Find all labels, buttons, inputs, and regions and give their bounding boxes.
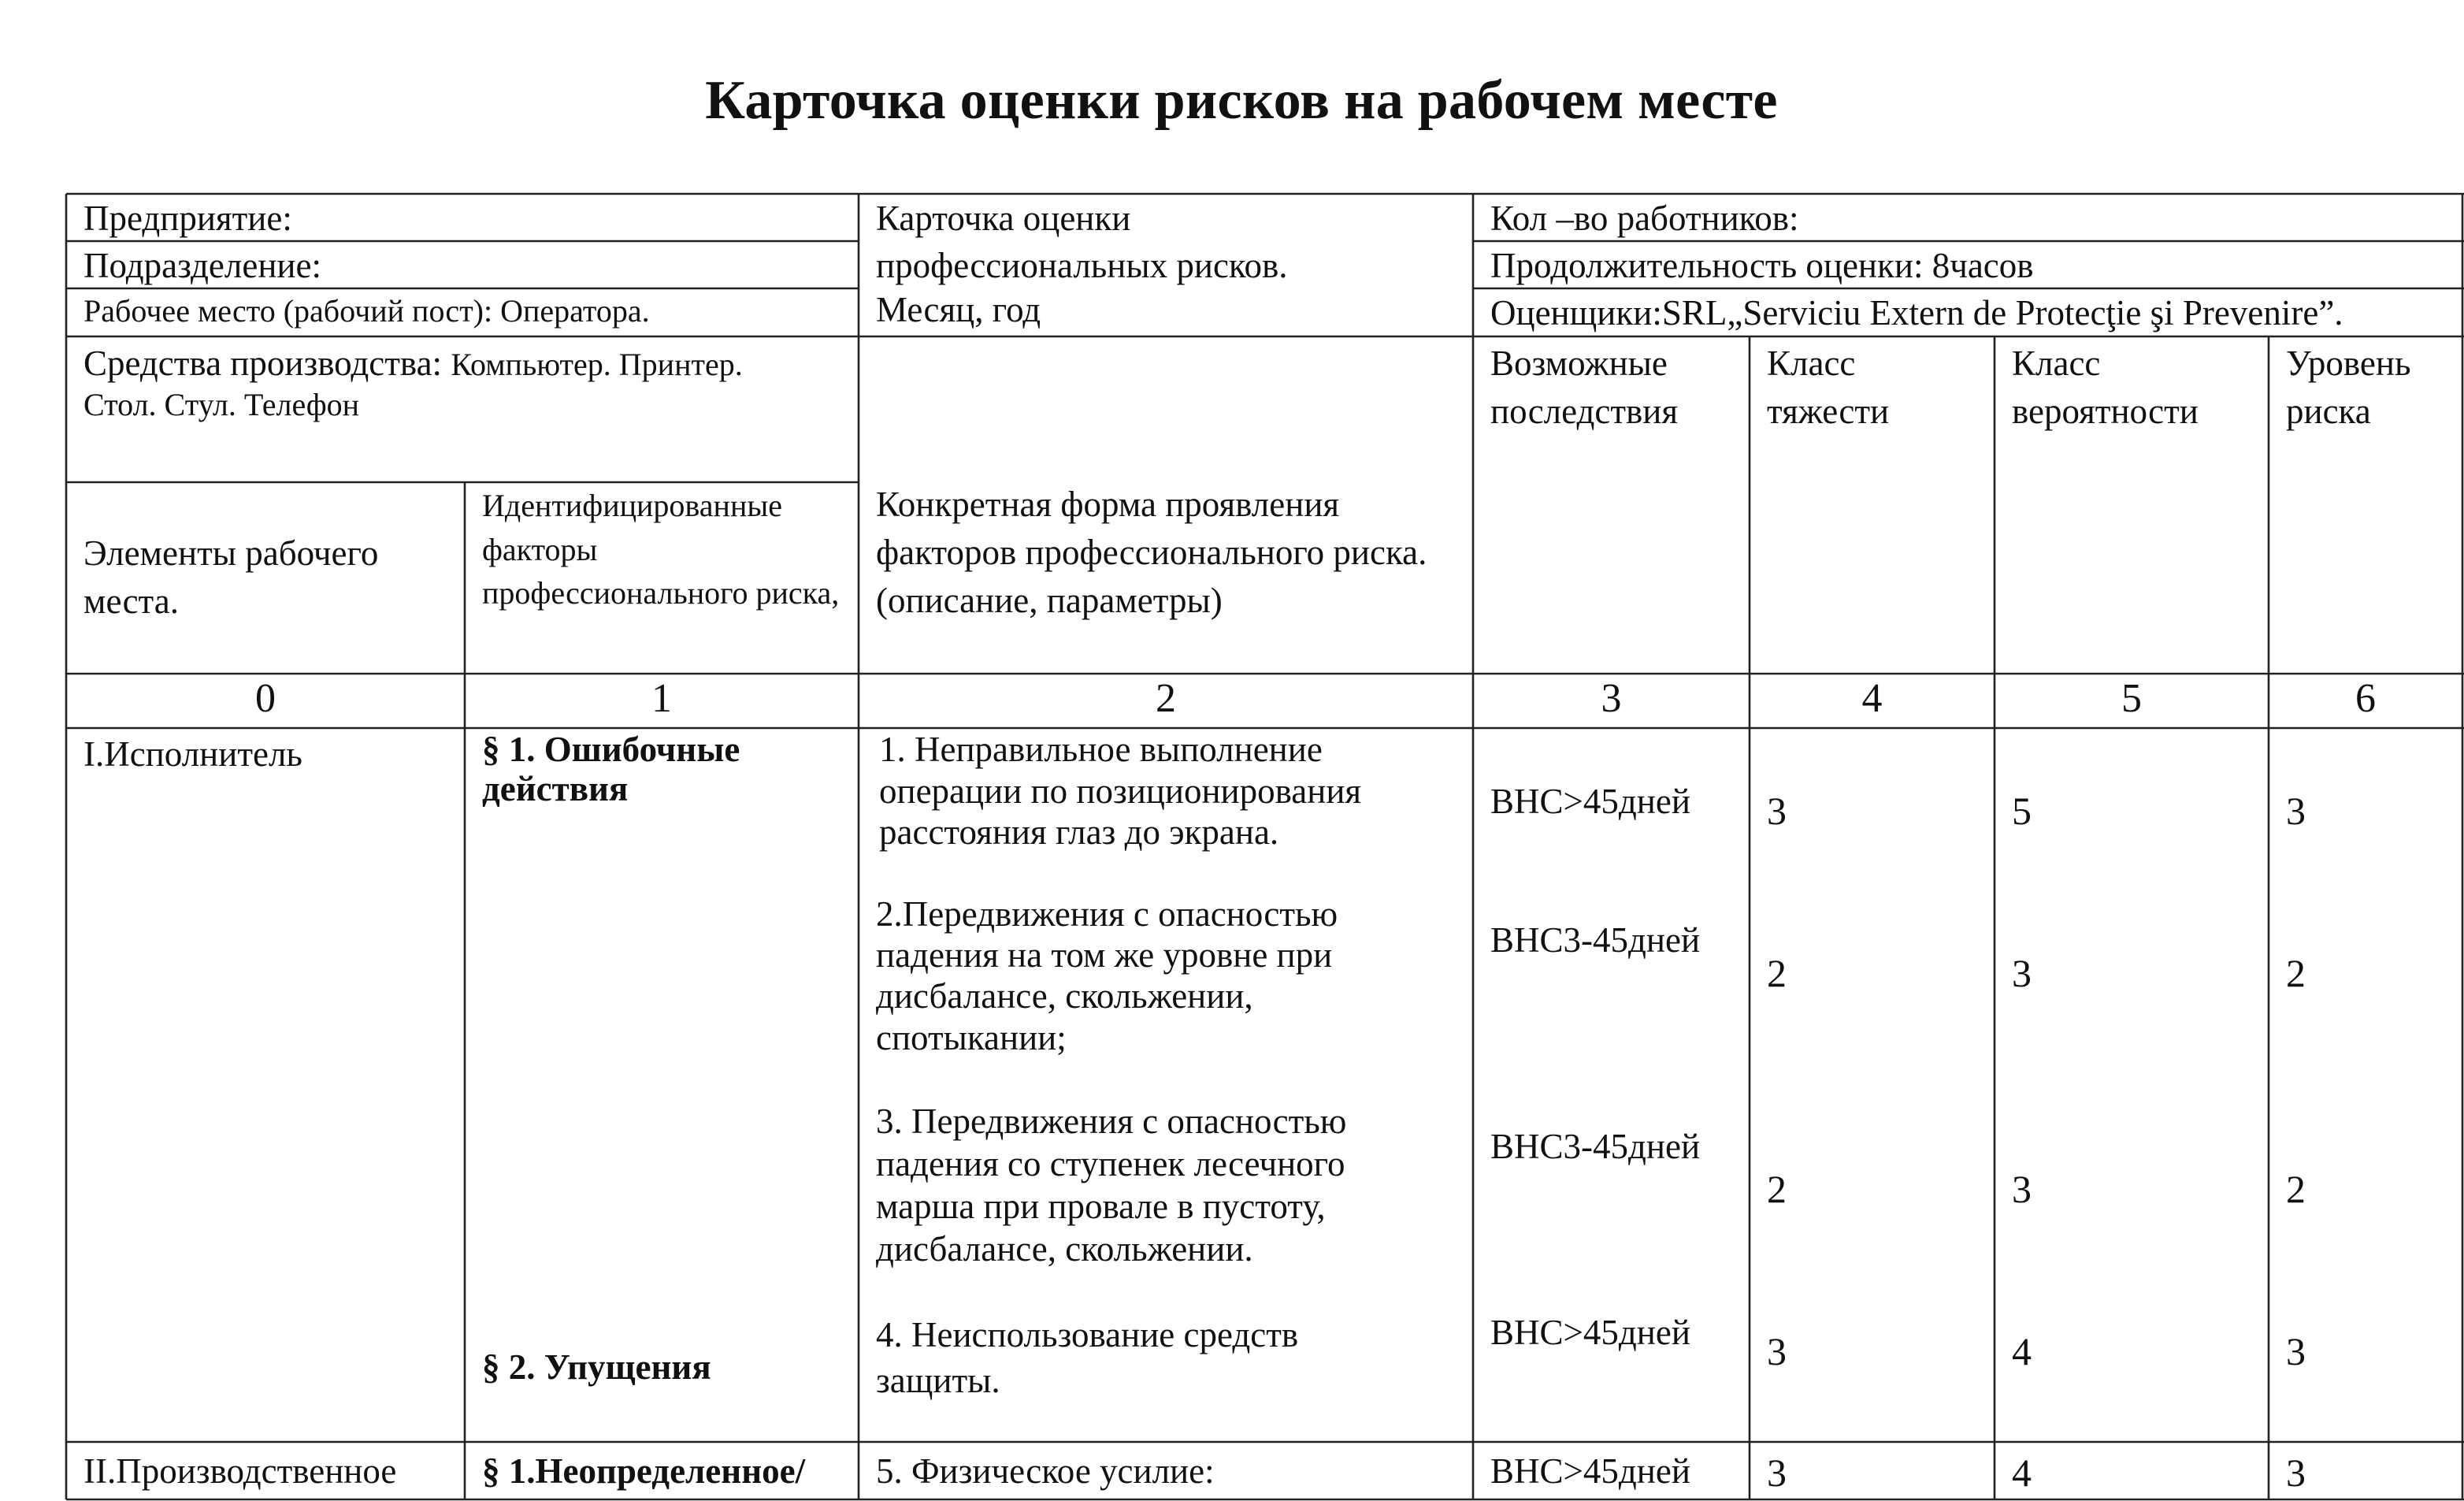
- col-number-1: 1: [651, 676, 672, 721]
- col-header-consequences: Возможные последствия: [1490, 344, 1679, 431]
- factor-undefined: § 1.Неопределенное/: [482, 1451, 806, 1491]
- row1-probability: 5: [2012, 789, 2032, 833]
- row1-risk: 3: [2286, 789, 2306, 833]
- col-number-3: 3: [1601, 676, 1622, 721]
- row3-severity: 2: [1767, 1167, 1787, 1211]
- division-label: Подразделение:: [83, 246, 321, 285]
- factor-erroneous-actions: § 1. Ошибочные действия: [482, 730, 740, 809]
- card-title-line2: профессиональных рисков.: [876, 246, 1288, 285]
- col-header-form: Конкретная форма проявления факторов профессионального риска. (описание, параметры): [876, 485, 1427, 620]
- row2-risk: 2: [2286, 951, 2306, 995]
- assessors: Оценщики:SRL„Serviciu Extern de Protecţie şi Prevenire”.: [1490, 293, 2343, 333]
- card-title-line1: Карточка оценки: [876, 199, 1131, 238]
- col-header-severity: Класс тяжести: [1767, 344, 1890, 431]
- col-header-probability: Класс вероятности: [2012, 344, 2199, 431]
- production-means: [83, 342, 743, 385]
- page-title: Карточка оценки рисков на рабочем месте: [705, 70, 1778, 131]
- element-production: II.Производственное: [83, 1451, 397, 1491]
- col-number-4: 4: [1861, 676, 1883, 721]
- col-header-factors: Идентифицированные факторы профессионального риска,: [482, 488, 840, 611]
- row4-severity: 3: [1767, 1329, 1787, 1373]
- workplace-label: [83, 292, 650, 330]
- workers-count: Кол –во работников:: [1490, 199, 1799, 238]
- production-means-value-2: Стол. Стул. Телефон: [83, 387, 360, 422]
- workplace-value: Оператора.: [500, 293, 650, 329]
- row3-probability: 3: [2012, 1167, 2032, 1211]
- row3-consequence: ВНС3-45дней: [1490, 1127, 1701, 1166]
- row2-description: 2.Передвижения с опасностью падения на том же уровне при дисбалансе, скольжении, спотыкании;: [876, 894, 1338, 1057]
- row4-description: 4. Неиспользование средств защиты.: [876, 1315, 1299, 1400]
- row3-description: 3. Передвижения с опасностью падения со ступенек лесечного марша при провале в пустоту, дисбалансе, скольжении.: [876, 1102, 1347, 1269]
- row5-probability: 4: [2012, 1451, 2032, 1495]
- row2-severity: 2: [1767, 951, 1787, 995]
- assessment-duration: Продолжительность оценки: 8часов: [1490, 246, 2034, 285]
- row5-risk: 3: [2286, 1451, 2306, 1495]
- row2-probability: 3: [2012, 951, 2032, 995]
- row1-description: 1. Неправильное выполнение операции по позиционирования расстояния глаз до экрана.: [879, 730, 1362, 853]
- col-number-0: 0: [255, 676, 276, 721]
- col-number-2: 2: [1156, 676, 1176, 721]
- col-number-6: 6: [2355, 676, 2376, 721]
- workplace-label-text: Рабочее место (рабочий пост):: [83, 293, 493, 329]
- row4-consequence: ВНС>45дней: [1490, 1313, 1690, 1352]
- col-header-risk-level: Уровень риска: [2286, 344, 2411, 431]
- row1-severity: 3: [1767, 789, 1787, 833]
- row3-risk: 2: [2286, 1167, 2306, 1211]
- card-title-line3: Месяц, год: [876, 290, 1041, 329]
- factor-omissions: § 2. Упущения: [482, 1347, 711, 1387]
- row2-consequence: ВНС3-45дней: [1490, 920, 1701, 960]
- element-executor: I.Исполнитель: [83, 734, 302, 774]
- row5-consequence: ВНС>45дней: [1490, 1451, 1690, 1491]
- row4-risk: 3: [2286, 1329, 2306, 1373]
- row5-description: 5. Физическое усилие:: [876, 1451, 1215, 1491]
- production-means-label: Средства производства:: [83, 344, 443, 383]
- enterprise-label: Предприятие:: [83, 199, 292, 238]
- row5-severity: 3: [1767, 1451, 1787, 1495]
- col-number-5: 5: [2121, 676, 2142, 721]
- col-header-elements: Элементы рабочего места.: [83, 533, 379, 621]
- row4-probability: 4: [2012, 1329, 2032, 1373]
- row1-consequence: ВНС>45дней: [1490, 782, 1690, 821]
- production-means-value-1: Компьютер. Принтер.: [451, 347, 743, 382]
